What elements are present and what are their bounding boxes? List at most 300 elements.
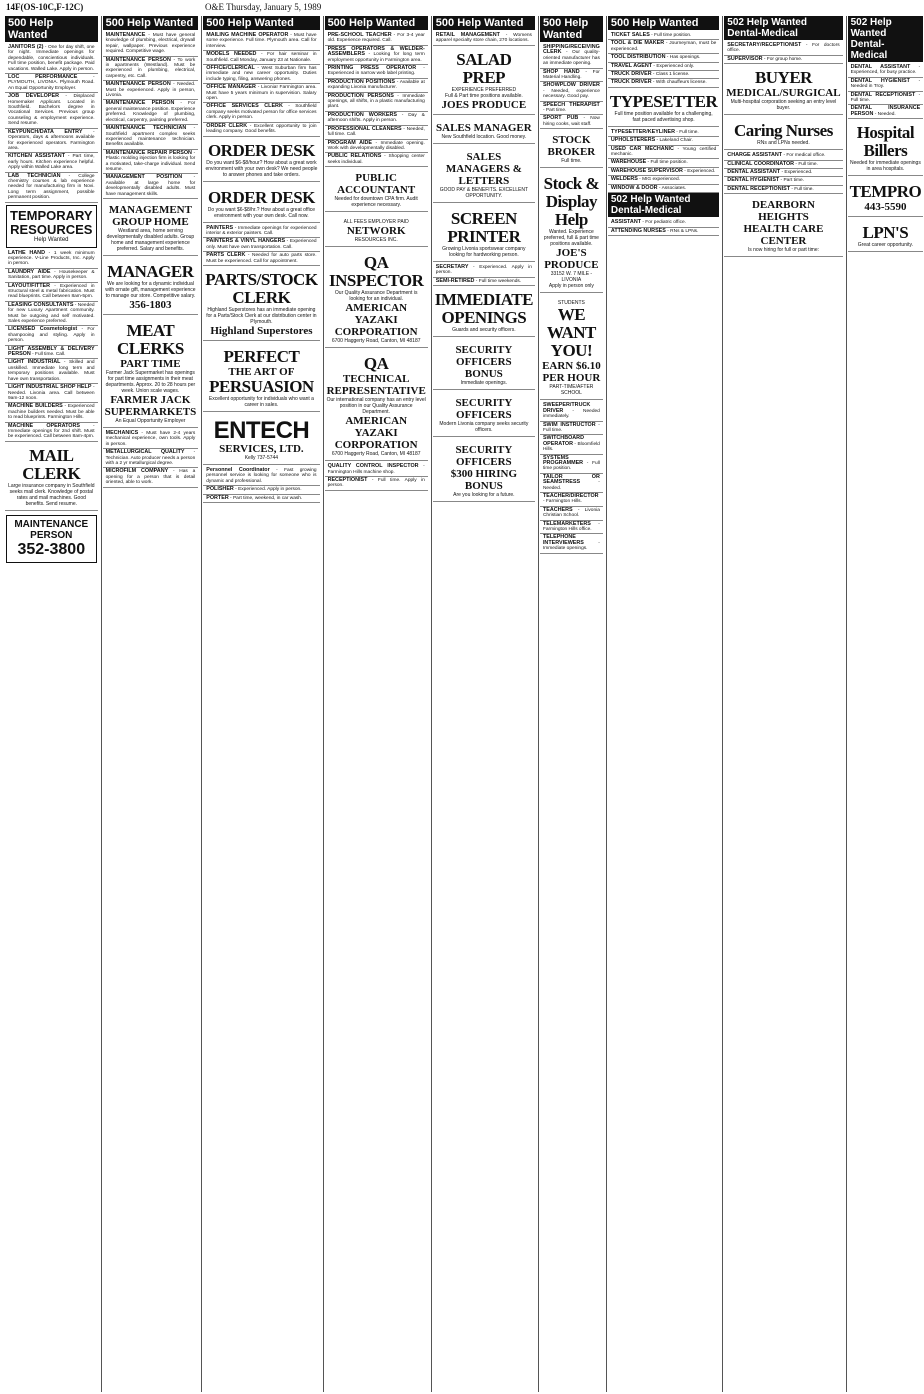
classified-ad: KEYPUNCH/DATA ENTRY - Operators, days & afternoons available for experienced operators. Farmington area.	[5, 129, 98, 154]
column-1	[4, 16, 99, 1392]
ad-body: Womens apparel specialty store chain, 270 locations.	[435, 33, 532, 44]
classified-ad: OFFICE MANAGER - Livonia! Farmington area. Must have 5 years minimum in supervision. Salary open.	[203, 84, 319, 103]
ad-body: Large insurance company in Southfield seeks mail clerk. Knowledge of postal rates and mail machines. Good benefits. Send resume.	[8, 482, 95, 507]
classified-ad: MODELS NEEDED - For hair seminar in Southfield. Call Monday, January 23 at Nationale.	[203, 51, 319, 65]
tempro-ad	[848, 180, 924, 217]
ad-body: Excellent opportunity for individuals who want a career in sales.	[208, 395, 314, 408]
ad-title: SYSTEMS PROGRAMMER	[542, 454, 584, 466]
ad-body: Experienced in narrow web label printing.	[327, 71, 416, 77]
classified-ad: RETAIL MANAGEMENT - Womens apparel specialty store chain, 270 locations.	[433, 32, 535, 46]
ad-title: WINDOW & DOOR	[610, 184, 658, 191]
ad-title: PRINTING PRESS OPERATOR	[327, 65, 417, 72]
section-bar: 500 Help Wanted	[103, 16, 199, 30]
ad-body: Has a opening for a person that is detail oriented, able to work.	[105, 469, 196, 486]
ad-list	[202, 32, 320, 137]
salad-prep-ad	[433, 48, 535, 115]
ad-body: Immediate openings for 2nd shift. Must be experienced. Call between 8am-4pm.	[8, 428, 95, 440]
ad-body: Growing Livonia sportswear company looking for hardworking person.	[442, 245, 526, 258]
classified-ad: PROFESSIONAL CLEANERS - Needed, full time. Call.	[325, 126, 428, 140]
classified-ad: SHOWPLOW DRIVER - Needed, experience necessary. Good pay.	[540, 82, 603, 101]
ad-title: QUALITY CONTROL INSPECTOR	[327, 463, 419, 470]
ad-body: Our Quality Assurance Department is looking for an individual.	[334, 290, 418, 303]
ad-title: OPENINGS	[441, 308, 527, 328]
ad-body: Needed in Troy.	[850, 84, 885, 90]
ad-title: SECURITY OFFICERS	[455, 344, 513, 369]
ad-address: 6700 Haggerty Road, Canton, MI 48187	[331, 338, 421, 345]
classified-ad: SEMI-RETIRED - Full time weekends.	[433, 278, 535, 286]
classified-ad: DENTAL RECEPTIONIST - Full time.	[848, 92, 924, 106]
ad-title: DENTAL HYGIENIST	[727, 177, 780, 184]
ad-title: KEYPUNCH/DATA ENTRY	[8, 128, 83, 135]
ad-title: SECURITY	[455, 397, 513, 410]
ad-body: 1 week minimum experience. V-Line Products, Inc. Apply in person.	[8, 250, 95, 267]
classified-ad: TOOL DISTRIBUTION - Has openings.	[608, 54, 719, 62]
classified-ad: PARTS CLERK - Needed for auto parts store. Must be experienced. Call for appointment.	[203, 252, 319, 266]
classified-ad: MAINTENANCE TECHNICIAN - Southfield apartment complex seeks experienced maintenance technician. Benefits available.	[103, 125, 199, 150]
ad-list	[202, 467, 320, 503]
ad-body: Experienced. Apply in person.	[435, 264, 532, 276]
ad-title: PRODUCTION WORKERS	[327, 111, 397, 118]
classified-ad: SHIPPING/RECEIVING CLERK - Our quality-oriented manufacturer has an immediate opening.	[540, 44, 603, 69]
ad-title: ORDER DESK	[207, 140, 315, 160]
ad-body: Farmer Jack Supermarket has openings for part time assignments in their meat departments. Approx. 20 to 28 hours per week. Union scale wages.	[105, 369, 196, 394]
classified-grid	[4, 16, 922, 1392]
mail-clerk-ad	[5, 444, 98, 511]
ad-subtitle: EARN $6.10 PER HOUR	[542, 360, 601, 385]
ad-body: Available at expanding Livonia manufacturer.	[327, 79, 425, 91]
order-desk-ad-2	[203, 186, 319, 223]
ad-body: PART-TIME/AFTER SCHOOL	[549, 384, 594, 397]
ad-body: Full time.	[679, 129, 699, 135]
ad-title: RESOURCES	[10, 221, 93, 237]
ad-title: CLERK	[232, 287, 291, 307]
classified-ad: PRODUCTION PERSONS - Immediate openings, all shifts, in a plastic manufacturing plant.	[325, 93, 428, 112]
ad-title: TRUCK DRIVER	[610, 71, 652, 78]
classified-ad: MACHINE BUILDERS - Experienced machine builders needed. Must be able to read blueprints. Farmington Hills.	[5, 403, 98, 422]
ad-body: Needed. Must be experienced. Apply in person, Livonia.	[105, 82, 196, 99]
ad-title: TOOL & DIE MAKER	[610, 40, 665, 47]
ad-body: Highland Superstores has an immediate opening for a Parts/Stock Clerk at our distribution center in Plymouth.	[206, 306, 317, 325]
classified-ad: LEASING CONSULTANTS - Needed for new Luxury Apartment community. Must be outgoing and self motivated. Sales experience preferred.	[5, 302, 98, 327]
ad-title: TRAVEL AGENT	[610, 62, 653, 69]
ad-body: Needed for new Luxury Apartment community. Must be outgoing and self motivated. Sales experience preferred.	[8, 302, 95, 325]
ad-list	[847, 64, 924, 119]
classified-ad: PORTER - Part time, weekend, in car wash.	[203, 495, 319, 503]
column-3	[201, 16, 320, 1392]
section-bar: 500 Help Wanted	[325, 16, 428, 30]
ad-body: Farmington Hills machine shop.	[327, 469, 395, 475]
ad-title: SCREEN PRINTER	[447, 208, 521, 246]
ad-title: $300 HIRING BONUS	[450, 468, 518, 493]
ad-body: To work in apartments (Westland). Must be experienced in plumbing, electrical, carpentry, etc. Call.	[105, 57, 196, 79]
filler-text	[847, 254, 924, 1392]
ad-title: MANAGEMENT	[108, 203, 192, 216]
ad-title: PRODUCTION PERSONS	[327, 92, 394, 99]
stock-display-ad	[540, 172, 603, 293]
classified-ad: PRODUCTION WORKERS - Day & afternoon shifts. Apply in person.	[325, 112, 428, 126]
ad-body: Part time, early hours. Kitchen experience helpful. Apply within Walled Lake area.	[8, 154, 95, 171]
ad-body: For pediatric office.	[645, 220, 686, 226]
classified-ad: JANITORS (2) - One for day shift, one for night. Immediate openings for dependable, conscientious individuals. Full time position, benefit package. Paid vacations. Walled Lake. Apply in person.	[5, 44, 98, 74]
ad-title: STOCK BROKER	[547, 134, 596, 159]
ad-title: USED CAR MECHANIC	[610, 145, 674, 152]
public-accountant-ad	[325, 169, 428, 212]
meat-clerks-ad	[103, 319, 199, 428]
ad-list	[539, 44, 604, 129]
ad-body: Guards and security officers.	[452, 327, 516, 334]
ad-body: Full time weekends.	[478, 278, 522, 284]
ad-title: PART TIME	[120, 357, 181, 370]
classified-ad: PRODUCTION POSITIONS - Available at expanding Livonia manufacturer.	[325, 79, 428, 93]
dental-medical-bar: 502 Help Wanted Dental-Medical	[724, 16, 842, 40]
classified-ad: DENTAL RECEPTIONIST - Full time.	[724, 186, 842, 194]
ad-body: Modern Livonia company seeks security officers.	[439, 421, 529, 434]
ad-body: Full time. Call.	[35, 352, 66, 358]
typesetter-ad	[608, 90, 719, 127]
security-ad-3	[433, 441, 535, 502]
ad-body: Associates.	[661, 185, 687, 191]
ad-body: MIG experienced.	[642, 177, 680, 183]
ad-title: PRODUCTION POSITIONS	[327, 78, 396, 85]
ad-title: QA	[363, 354, 389, 374]
ad-title: Stock &	[543, 174, 600, 194]
ad-title: SECURITY OFFICERS	[455, 444, 513, 469]
sales-letters-ad	[433, 148, 535, 203]
ad-title: BUYER	[754, 68, 812, 88]
classified-ad: POLISHER - Experienced. Apply in person.	[203, 486, 319, 494]
ad-title: PUBLIC RELATIONS	[327, 153, 382, 160]
ad-title: THE ART OF	[228, 365, 295, 378]
ad-body: Full time.	[542, 427, 563, 433]
ad-body: Multi-hospital corporation seeking an entry level buyer.	[730, 99, 837, 112]
ad-title: MEDICAL/SURGICAL	[726, 87, 841, 100]
ad-title: LICENSED Cosmetologist	[8, 326, 78, 333]
ad-body: Westland area, home serving developmentally disabled adults. Group home and management experience preferred. Salary and benefits.	[106, 227, 195, 252]
ad-list	[432, 32, 536, 46]
classified-ad: QUALITY CONTROL INSPECTOR - Farmington Hills machine shop.	[325, 463, 428, 477]
ad-body: Experienced. Apply in person.	[238, 487, 302, 493]
ad-body: Experienced machine builders needed. Must be able to read blueprints. Farmington Hills.	[8, 404, 95, 421]
ad-body: Experienced only.	[656, 63, 695, 69]
ad-title: PERFECT	[223, 346, 300, 366]
classified-ad: SHOP HAND - For Material Handling.	[540, 69, 603, 83]
ad-title: DEARBORN HEIGHTS	[751, 199, 815, 224]
ad-title: PERSUASION	[209, 376, 314, 396]
ad-body: With chauffeurs license.	[655, 80, 707, 86]
classified-ad: WAREHOUSE SUPERVISOR - Experienced.	[608, 168, 719, 176]
ad-body: Fast growing personnel service is looking for someone who is dynamic and professional.	[206, 467, 317, 484]
ad-list	[432, 264, 536, 286]
ad-store: Highland Superstores	[210, 324, 313, 337]
ad-title: POLISHER	[206, 486, 234, 493]
page-section: O&E Thursday, January 5, 1989	[205, 2, 322, 12]
ad-title: RETAIL MANAGEMENT	[435, 32, 500, 38]
maintenance-person-ad	[6, 515, 97, 563]
ad-list	[723, 42, 843, 64]
classified-ad: DENTAL INSURANCE PERSON - Needed.	[848, 105, 924, 119]
ad-subtitle: EXPERIENCE PREFERRED	[451, 86, 517, 93]
manager-ad	[103, 260, 199, 315]
ad-body: For shampooing and styling. Apply in person.	[8, 327, 95, 344]
ad-title: MAILING MACHINE OPERATOR	[206, 32, 289, 38]
ad-body: Full time.	[561, 158, 582, 165]
ad-body: Experienced in structural steel & metal fabrication. Must read blueprints. Call between 8am-5pm.	[8, 283, 95, 300]
ad-body: Experienced.	[687, 168, 716, 174]
classified-ad: DENTAL HYGIENIST - Needed in Troy.	[848, 78, 924, 92]
ad-title: LEASING CONSULTANTS	[8, 301, 74, 308]
ad-title: TEMPRO	[849, 182, 922, 202]
classified-ad: OFFICE SERVICES CLERK - Southfield company seeks motivated person for office services clerk. Apply in person.	[203, 103, 319, 122]
ad-body: Full & Part time positions available.	[444, 92, 523, 99]
classified-ad: WAREHOUSE - Full time position.	[608, 159, 719, 167]
ad-title: MACHINE OPERATORS	[8, 422, 80, 429]
classified-ad: TELEPHONE INTERVIEWERS - Immediate openings.	[540, 534, 603, 553]
classified-ad: CHARGE ASSISTANT - For medical office.	[724, 152, 842, 160]
ad-phone: 352-3800	[17, 540, 86, 558]
ad-title: LAB TECHNICIAN	[8, 172, 61, 179]
hospital-billers-ad	[848, 121, 924, 176]
ad-body: Needed for auto parts store. Must be experienced. Call for appointment.	[206, 253, 317, 264]
classified-ad: TAILOR OR SEAMSTRESS - Needed.	[540, 474, 603, 493]
ad-body: Do you want $6-$8/hr.? How about a great office environment with your own desk. Call now.	[207, 206, 315, 219]
classified-ad: TEACHERS - Livonia Christian School.	[540, 507, 603, 521]
ad-title: PAINTERS & VINYL HANGERS	[206, 238, 286, 245]
classified-ad: MACHINE OPERATORS - Immediate openings for 2nd shift. Must be experienced. Call between 8am-4pm.	[5, 423, 98, 442]
ad-title: SHIPPING/RECEIVING CLERK	[542, 44, 600, 56]
section-bar: 500 Help Wanted	[5, 16, 98, 42]
ad-title: CLINICAL COORDINATOR	[727, 160, 795, 167]
classified-ad: PRE-SCHOOL TEACHER - For 3-4 year old. Experience required. Call.	[325, 32, 428, 46]
section-bar: 500 Help Wanted	[203, 16, 319, 30]
ad-body: Excellent opportunity to join leading company. Good benefits.	[206, 123, 317, 135]
ad-title: QA	[363, 253, 389, 273]
ad-body: Full time position.	[654, 33, 692, 38]
ad-title: DENTAL ASSISTANT	[727, 169, 781, 176]
ad-title: Hospital Billers	[856, 123, 915, 161]
ad-title: TEACHERS	[542, 506, 573, 513]
ad-subtitle: Help Wanted	[34, 236, 69, 243]
classified-ad: DENTAL HYGIENIST - Part time.	[724, 177, 842, 185]
ad-body: Great career opportunity.	[857, 242, 913, 249]
dental-medical-bar: 502 Help Wanted Dental-Medical	[608, 193, 719, 217]
ad-title: TYPESETTER/KEYLINER	[610, 128, 675, 135]
ad-list	[607, 32, 720, 88]
classified-ad: MAINTENANCE REPAIR PERSON - Plastic molding injection firm is looking for a motivated, take-charge individual. Send resume.	[103, 150, 199, 175]
ad-title: MAINTENANCE PERSON	[105, 56, 171, 63]
classified-ad: OFFICE/CLERICAL - West Suburban firm has immediate and new career opportunity. Duties include typing, filing, answering phones.	[203, 65, 319, 84]
ad-title: IMMEDIATE	[434, 290, 533, 310]
ad-title: MICROFILM COMPANY	[105, 468, 169, 475]
ad-title: MAINTENANCE REPAIR PERSON	[105, 149, 192, 156]
classified-ad: SYSTEMS PROGRAMMER - Full time position.	[540, 455, 603, 474]
ad-title: DENTAL INSURANCE PERSON	[850, 105, 921, 117]
ad-body: For Material Handling.	[542, 69, 600, 81]
ad-body: Journeyman, must be experienced.	[610, 41, 717, 52]
page-code: 14F(OS-10C,F-12C)	[6, 2, 84, 12]
ad-body: Housekeeper & Sanitation, part time. Apply in person.	[8, 269, 95, 281]
classified-ad: MAILING MACHINE OPERATOR - Must have some experience. Full time. Plymouth area. Call for interview.	[203, 32, 319, 51]
ad-body: For medical office.	[786, 153, 826, 159]
ad-title: SWEEPER/TRUCK DRIVER	[542, 402, 591, 414]
classified-ad: METALLURGICAL QUALITY - Technician. Auto producer needs a person with a 2 yr metallurgical degree.	[103, 449, 199, 468]
lpn-ad	[848, 221, 924, 252]
ad-title: OFFICERS	[456, 409, 512, 422]
ad-title: MAINTENANCE	[105, 32, 146, 38]
classified-ad: RECEPTIONIST - Full time. Apply in person.	[325, 477, 428, 491]
classified-ad: LICENSED Cosmetologist - For shampooing and styling. Apply in person.	[5, 326, 98, 345]
classified-ad: WELDERS - MIG experienced.	[608, 176, 719, 184]
classified-ad: KITCHEN ASSISTANT - Part time, early hours. Kitchen experience helpful. Apply within Walled Lake area.	[5, 153, 98, 172]
ad-body: Is now hiring for full or part time:	[747, 247, 820, 254]
ad-company: AMERICAN YAZAKI CORPORATION	[334, 302, 418, 339]
ad-body: GOOD PAY & BENEFITS. EXCELLENT OPPORTUNITY.	[439, 186, 529, 199]
security-officers-ad	[433, 341, 535, 390]
ad-title: MECHANICS	[105, 429, 139, 436]
ad-body: West Suburban firm has immediate and new career opportunity. Duties include typing, filing, answering phones.	[206, 66, 317, 82]
ad-body: Needed.	[877, 111, 896, 117]
ad-title: OFFICE/CLERICAL	[206, 65, 255, 72]
ad-body: Needed for downtown CPA firm. Audit experience necessary.	[334, 196, 418, 209]
ad-body: Experienced, for busy practice.	[850, 70, 917, 76]
column-6	[538, 16, 604, 1392]
ad-body: For 3-4 year old. Experience required. Call.	[327, 33, 425, 44]
classified-ad: LAB TECHNICIAN - College chemistry courses & lab experience needed for manufacturing firm in Novi. Long term assignment, possible permanent position.	[5, 173, 98, 203]
classified-ad: SECRETARY - Experienced. Apply in person.	[433, 264, 535, 278]
ad-title: LAYOUT/FITTER	[8, 282, 51, 289]
ad-body: Immediate opening. Work with developmentally disabled.	[327, 140, 425, 151]
section-bar: 500 Help Wanted	[608, 16, 719, 30]
classified-ad: LIGHT ASSEMBLY & DELIVERY PERSON - Full time. Call.	[5, 346, 98, 360]
classified-ad: USED CAR MECHANIC - Young certified mechanic.	[608, 146, 719, 160]
classified-ad: SECRETARY/RECEPTIONIST - For doctors office.	[724, 42, 842, 56]
column-2	[101, 16, 200, 1392]
ad-title: PUBLIC ACCOUNTANT	[337, 172, 416, 197]
sales-manager-ad	[433, 119, 535, 144]
ad-list	[539, 402, 604, 553]
ad-title: PRE-SCHOOL TEACHER	[327, 32, 392, 38]
ad-body: Southfield company seeks motivated person for office services clerk. Apply in person.	[206, 104, 317, 121]
ad-body: Needed.	[542, 485, 562, 491]
ad-list	[324, 32, 429, 167]
ad-title: Display Help	[545, 192, 598, 230]
ad-title: TEMPORARY	[10, 207, 93, 223]
parts-stock-ad	[203, 268, 319, 341]
ad-list	[102, 32, 200, 199]
ad-title: SUPERVISOR	[727, 55, 763, 62]
ad-title: TRUCK DRIVER	[610, 79, 652, 86]
ad-title: TEACHER/DIRECTOR	[542, 492, 599, 499]
ad-title: MAINTENANCE PERSON	[105, 81, 171, 88]
ad-title: KITCHEN ASSISTANT	[8, 153, 65, 160]
ad-body: For doctors office.	[727, 43, 840, 54]
ad-list	[4, 44, 99, 203]
ad-title: TELEMARKETERS	[542, 520, 591, 527]
ad-title: LOC PERFORMANCE	[8, 74, 78, 81]
ad-title: DENTAL RECEPTIONIST	[727, 185, 790, 192]
ad-title: WAREHOUSE	[610, 159, 647, 166]
classified-ad: PAINTERS - Immediate openings for experienced interior & exterior painters. Call.	[203, 225, 319, 239]
ad-title: TELEPHONE INTERVIEWERS	[542, 534, 584, 546]
ad-title: SALAD PREP	[456, 49, 512, 87]
ad-title: PARTS CLERK	[206, 252, 246, 259]
ad-eoe: An Equal Opportunity Employer	[115, 417, 186, 424]
ad-title: TICKET SALES	[610, 32, 650, 38]
ad-title: PRESS OPERATORS & WELDER-ASSEMBLERS	[327, 45, 425, 58]
classified-ad: TELEMARKETERS - Farmington Hills office.	[540, 521, 603, 535]
ad-title: JANITORS (2)	[8, 44, 44, 50]
ad-body: Full time.	[850, 98, 871, 104]
ad-title: SWITCHBOARD OPERATOR	[542, 435, 584, 447]
filler-text	[432, 504, 536, 1392]
classified-ad: TYPESETTER/KEYLINER - Full time.	[608, 129, 719, 137]
ad-body: One for day shift, one for night. Immediate openings for dependable, conscientious individuals. Full time position, benefit package. Paid vacations. Walled Lake. Apply in person.	[8, 45, 95, 72]
ad-title: SECRETARY/RECEPTIONIST	[727, 42, 802, 48]
ad-title: MANAGEMENT POSITION	[105, 174, 183, 181]
classified-ad: LATHE HAND - 1 week minimum experience. V-Line Products, Inc. Apply in person.	[5, 250, 98, 269]
screen-printer-ad	[433, 207, 535, 262]
ad-body: Must have general knowledge of plumbing, electrical, drywall repair, wallpaper. Previous experience required. Competitive wage.	[105, 33, 196, 55]
ad-title: ASSISTANT	[610, 219, 642, 226]
classified-ad: ASSISTANT - For pediatric office.	[608, 219, 719, 227]
classified-ad: MAINTENANCE - Must have general knowledge of plumbing, electrical, drywall repair, wallpaper. Previous experience required. Competitive wage.	[103, 32, 199, 57]
ad-body: Must have some experience. Full time. Plymouth area. Call for interview.	[206, 33, 317, 49]
ad-title: JOB DEVELOPER	[8, 93, 59, 100]
ad-body: Are you looking for a future.	[453, 492, 515, 499]
ad-title: OFFICE MANAGER	[206, 84, 256, 91]
ad-body: RNs and LPNs needed.	[757, 140, 810, 147]
buyer-ad	[724, 66, 842, 115]
ad-company: AMERICAN YAZAKI CORPORATION	[334, 415, 418, 452]
ad-body: Livonia! Farmington area. Must have 5 years minimum in supervision. Salary open.	[206, 85, 317, 102]
classified-ad: SWIM INSTRUCTOR - Full time.	[540, 422, 603, 436]
classified-ad: SWEEPER/TRUCK DRIVER - Needed immediately.	[540, 402, 603, 421]
stock-broker-ad	[540, 131, 603, 168]
ad-title: SERVICES, LTD.	[219, 442, 304, 455]
ad-title: Personnel Coordinator	[206, 466, 270, 473]
ad-title: ORDER CLERK	[206, 122, 248, 129]
ad-title: LIGHT INDUSTRIAL SHOP HELP	[8, 384, 92, 391]
ad-body: Has openings.	[669, 55, 701, 61]
ad-body: Immediate openings.	[542, 546, 588, 552]
column-9	[846, 16, 924, 1392]
ad-address: 6700 Haggerty Road, Canton, MI 48187	[331, 451, 421, 458]
ad-body: For hair seminar in Southfield. Call Monday, January 23 at Nationale.	[206, 52, 317, 63]
ad-body: RNs & LPNs.	[670, 228, 699, 234]
ad-title: GROUP HOME	[112, 215, 189, 228]
ad-title: LIGHT INDUSTRIAL	[8, 359, 61, 366]
classified-ad: TICKET SALES - Full time position.	[608, 32, 719, 40]
ad-title: WAREHOUSE SUPERVISOR	[610, 167, 683, 174]
section-bar: 500 Help Wanted	[540, 16, 603, 42]
ad-title: MAINTENANCE TECHNICIAN	[105, 125, 187, 132]
ad-body: Livonia Christian School.	[542, 507, 600, 519]
ad-address: 33152 W. 7 MILE - LIVONIA	[550, 271, 593, 284]
qa-technical-ad	[325, 352, 428, 461]
ad-title: PERSON	[30, 529, 73, 541]
filler-text	[102, 488, 200, 1392]
section-bar: 500 Help Wanted	[433, 16, 535, 30]
column-5	[431, 16, 536, 1392]
ad-store: JOE'S PRODUCE	[544, 247, 599, 272]
ad-body: Needed. Livonia area. Call between 9am-12 noon.	[8, 390, 95, 401]
ad-title: BONUS	[464, 368, 503, 381]
ad-body: Farmington Hills office.	[542, 527, 592, 532]
ad-body: Displaced Homemaker Applicant. Located in Southfield. Bachelors degree in Vocational Services. Previous group counseling & employment experience. Send resume.	[8, 94, 95, 127]
ad-title: DENTAL HYGIENIST	[850, 77, 910, 84]
ad-title: SALES MANAGER	[436, 121, 532, 134]
classified-ad: SWITCHBOARD OPERATOR - Bloomfield Hills.	[540, 435, 603, 454]
classified-ad: DENTAL ASSISTANT - Experienced, for busy practice.	[848, 64, 924, 78]
